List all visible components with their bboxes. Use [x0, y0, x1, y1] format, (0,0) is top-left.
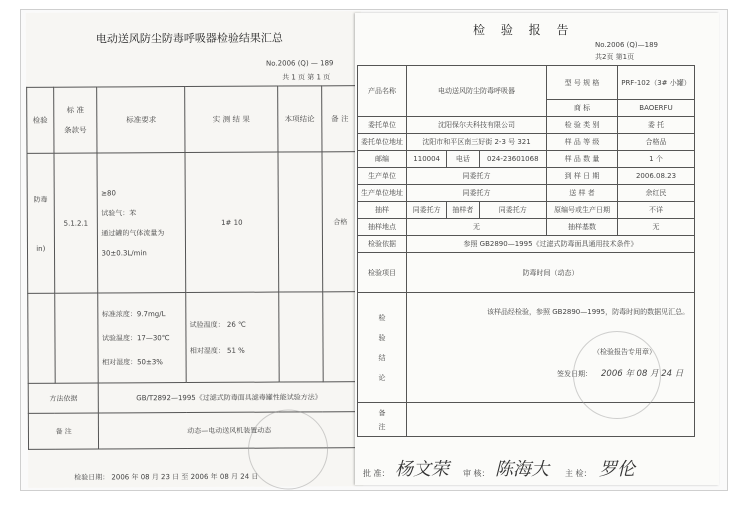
- info-value-product: 电动送风防尘防毒呼吸器: [407, 66, 547, 117]
- info-label-address: 委托单位地址: [358, 134, 407, 151]
- right-report-number: No.2006 (Q)—189: [595, 41, 658, 49]
- info-label-quantity: 样 品 数 量: [547, 151, 618, 168]
- info-label-client: 委托单位: [358, 117, 407, 134]
- left-inspection-dates: 检验日期： 2006 年 08 月 23 日 至 2006 年 08 月 24 日: [74, 472, 259, 482]
- left-report-number: No.2006 (Q) — 189: [266, 59, 334, 68]
- left-results-table: [26, 85, 360, 450]
- info-value-manufacturer: 同委托方: [407, 168, 547, 185]
- left-basis-value: GB/T2892—1995《过滤式防毒面具滤毒罐性能试验方法》: [99, 382, 360, 413]
- approver-signature: 杨文荣: [395, 459, 449, 480]
- left-header-result: 实 测 结 果: [185, 86, 278, 152]
- left-title: 电动送风防尘防毒呼吸器检验结果汇总: [95, 31, 283, 46]
- info-value-location: 无: [407, 219, 547, 236]
- info-value-remark: [407, 403, 695, 437]
- left-remark-label: 备 注: [28, 413, 99, 449]
- left-page-count: 共 1 页 第 1 页: [282, 73, 331, 82]
- info-label-sender: 送 样 者: [547, 185, 618, 202]
- info-label-location: 抽样地点: [358, 219, 407, 236]
- info-value-quantity: 1 个: [618, 151, 695, 168]
- left-header-conclusion: 本项结论: [277, 86, 322, 152]
- info-label-items: 检验项目: [358, 253, 407, 293]
- left-remark-value: 动态—电动送风机装置动态: [99, 412, 360, 449]
- info-label-phone: 电话: [447, 151, 479, 168]
- info-label-conclusion: 检 验 结 论: [358, 293, 407, 403]
- left-conditions: 标准浓度：9.7mg/L 试验温度：17—30℃ 相对湿度：50±3%: [98, 293, 186, 383]
- inspect-label: 主 检：: [565, 469, 592, 478]
- sign-date: 2006 年 08 月 24 日: [601, 369, 684, 379]
- info-value-address: 沈阳市和平区南三好街 2-3 号 321: [407, 134, 547, 151]
- left-row-label: 防毒 in): [27, 153, 54, 293]
- info-value-mfr-address: 同委托方: [407, 185, 547, 202]
- info-label-arrival: 到 样 日 期: [547, 168, 618, 185]
- info-value-basis: 参照 GB2890—1995《过滤式防毒面具通用技术条件》: [407, 236, 695, 253]
- info-value-arrival: 2006.08.23: [618, 168, 695, 185]
- info-value-sampling: 同委托方: [407, 202, 447, 219]
- info-value-brand: BAOERFU: [618, 100, 695, 117]
- info-label-product: 产品名称: [358, 66, 407, 117]
- left-conclusion: [278, 152, 323, 292]
- info-value-postcode: 110004: [407, 151, 447, 168]
- left-official-stamp: [248, 409, 328, 489]
- conclusion-text: 该样品经检验，参照 GB2890—1995，防毒时间的数据见汇总。: [487, 308, 690, 316]
- review-label: 审 核：: [463, 469, 490, 478]
- info-label-postcode: 邮编: [358, 151, 407, 168]
- left-result: 1# 10: [185, 152, 278, 292]
- left-header-requirement: 标准要求: [97, 87, 185, 153]
- info-label-model: 型 号 规 格: [547, 66, 618, 100]
- info-value-base: 无: [618, 219, 695, 236]
- info-value-sender: 余红民: [618, 185, 695, 202]
- right-report-sheet: [355, 13, 719, 485]
- left-header-item: 检验: [27, 87, 54, 153]
- info-value-client: 沈阳保尔夫科技有限公司: [407, 117, 547, 134]
- info-label-base: 抽样基数: [547, 219, 618, 236]
- left-header-clause: 标 准 条款号: [53, 87, 97, 153]
- right-official-stamp: [573, 331, 661, 419]
- left-header-remark: 备 注: [322, 86, 358, 152]
- info-label-grade: 样 品 等 级: [547, 134, 618, 151]
- info-value-sampler: 同委托方: [479, 202, 546, 219]
- info-value-serial: 不详: [618, 202, 695, 219]
- sign-date-label: 签发日期：: [557, 370, 592, 378]
- info-label-sampling: 抽样: [358, 202, 407, 219]
- info-label-sampler: 抽样者: [447, 202, 479, 219]
- info-label-manufacturer: 生产单位: [358, 168, 407, 185]
- info-label-mfr-address: 生产单位地址: [358, 185, 407, 202]
- info-value-items: 防毒时间（动态）: [407, 253, 695, 293]
- left-clause: 5.1.2.1: [54, 153, 99, 293]
- left-requirements: ≥80 试验气：苯 通过罐的气体流量为 30±0.3L/min: [97, 153, 186, 293]
- left-measured-conditions: 试验温度： 26 ℃ 相对湿度： 51 %: [186, 292, 279, 382]
- right-title: 检 验 报 告: [473, 23, 575, 37]
- info-value-model: PRF-102（3# 小罐）: [618, 66, 695, 100]
- info-value-type: 委 托: [618, 117, 695, 134]
- right-page-count: 共2页 第1页: [595, 53, 635, 61]
- left-remark-cell: 合格: [322, 152, 359, 292]
- left-basis-label: 方法依据: [28, 383, 99, 413]
- info-label-basis: 检验依据: [358, 236, 407, 253]
- info-value-grade: 合格品: [618, 134, 695, 151]
- stamp-note: （检验报告专用章）: [593, 348, 656, 356]
- approve-label: 批 准：: [363, 469, 390, 478]
- reviewer-signature: 陈海大: [495, 459, 549, 480]
- info-value-phone: 024-23601068: [479, 151, 546, 168]
- info-label-type: 检 验 类 别: [547, 117, 618, 134]
- inspector-signature: 罗伦: [599, 459, 635, 480]
- info-label-remark: 备 注: [358, 403, 407, 437]
- info-label-brand: 商 标: [547, 100, 618, 117]
- info-label-serial: 原编号或生产日期: [547, 202, 618, 219]
- left-summary-sheet: [26, 11, 363, 488]
